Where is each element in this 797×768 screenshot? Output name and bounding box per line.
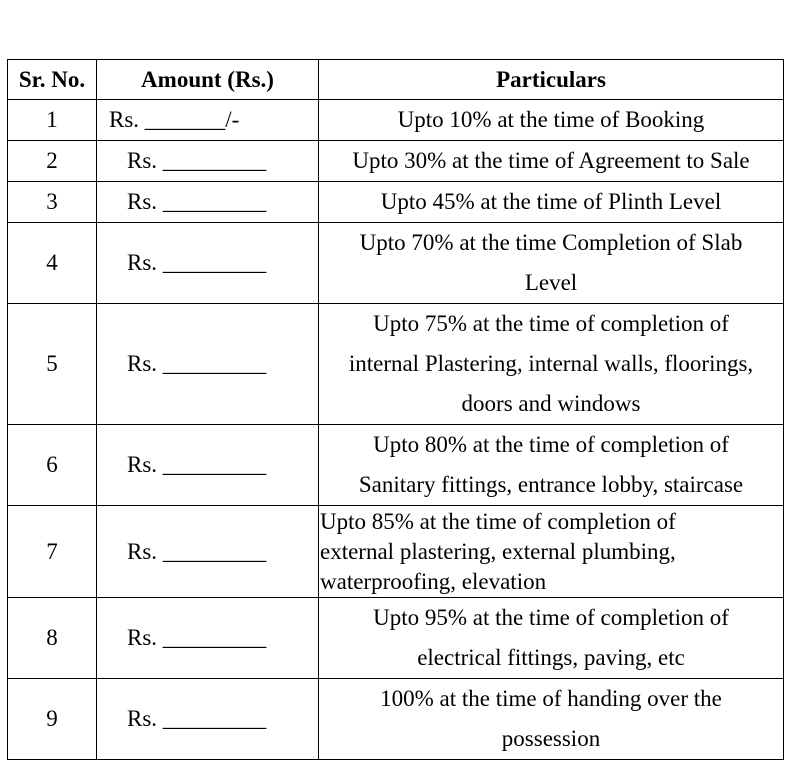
header-particulars: Particulars: [319, 60, 784, 100]
particulars-cell: [319, 304, 784, 425]
sr-no-cell: 6: [8, 425, 97, 506]
amount-cell: Rs. _________: [97, 425, 319, 506]
sr-no-cell: 3: [8, 182, 97, 223]
particulars-line: external plastering, external plumbing,: [320, 538, 676, 564]
header-sr-no: Sr. No.: [8, 60, 97, 100]
particulars-line: doors and windows: [461, 391, 641, 416]
particulars-line: Sanitary fittings, entrance lobby, staircase: [358, 472, 744, 497]
table-row: [8, 679, 784, 760]
particulars-line: 100% at the time of handing over the: [380, 686, 722, 711]
table-row: [8, 304, 784, 425]
sr-no-cell: 4: [8, 223, 97, 304]
payment-schedule-table: [7, 59, 784, 760]
table-row: [8, 141, 784, 182]
amount-cell: Rs. _________: [97, 141, 319, 182]
amount-cell: Rs. _________: [97, 304, 319, 425]
particulars-line: Upto 30% at the time of Agreement to Sale: [352, 148, 750, 173]
amount-cell: Rs. _________: [97, 182, 319, 223]
table-row: [8, 425, 784, 506]
table-row: [8, 100, 784, 141]
particulars-line: Upto 10% at the time of Booking: [397, 107, 705, 132]
table-row: [8, 182, 784, 223]
particulars-line: internal Plastering, internal walls, floorings,: [348, 351, 754, 376]
table-row: [8, 223, 784, 304]
particulars-cell: [319, 100, 784, 141]
sr-no-cell: 9: [8, 679, 97, 760]
sr-no-cell: 1: [8, 100, 97, 141]
sr-no-cell: 8: [8, 598, 97, 679]
sr-no-cell: 2: [8, 141, 97, 182]
particulars-line: electrical fittings, paving, etc: [417, 645, 685, 670]
header-row: [8, 60, 784, 100]
particulars-line: Upto 80% at the time of completion of: [373, 432, 729, 457]
particulars-cell: [319, 506, 784, 598]
amount-cell: Rs. _________: [97, 223, 319, 304]
particulars-line: Upto 45% at the time of Plinth Level: [380, 189, 722, 214]
header-amount: Amount (Rs.): [97, 60, 319, 100]
particulars-line: waterproofing, elevation: [320, 568, 547, 594]
table-row: [8, 506, 784, 598]
particulars-cell: [319, 182, 784, 223]
particulars-line: Level: [524, 270, 578, 295]
particulars-cell: [319, 223, 784, 304]
particulars-line: Upto 70% at the time Completion of Slab: [359, 230, 743, 255]
sr-no-cell: 7: [8, 506, 97, 598]
amount-cell: Rs. _________: [97, 679, 319, 760]
amount-cell: Rs. _______/-: [97, 100, 319, 141]
particulars-line: Upto 75% at the time of completion of: [373, 311, 729, 336]
particulars-cell: [319, 141, 784, 182]
amount-cell: Rs. _________: [97, 506, 319, 598]
sr-no-cell: 5: [8, 304, 97, 425]
amount-cell: Rs. _________: [97, 598, 319, 679]
particulars-cell: [319, 679, 784, 760]
particulars-cell: [319, 598, 784, 679]
particulars-line: possession: [501, 726, 601, 751]
particulars-line: Upto 85% at the time of completion of: [320, 508, 676, 534]
particulars-cell: [319, 425, 784, 506]
particulars-line: Upto 95% at the time of completion of: [373, 605, 729, 630]
table-row: [8, 598, 784, 679]
